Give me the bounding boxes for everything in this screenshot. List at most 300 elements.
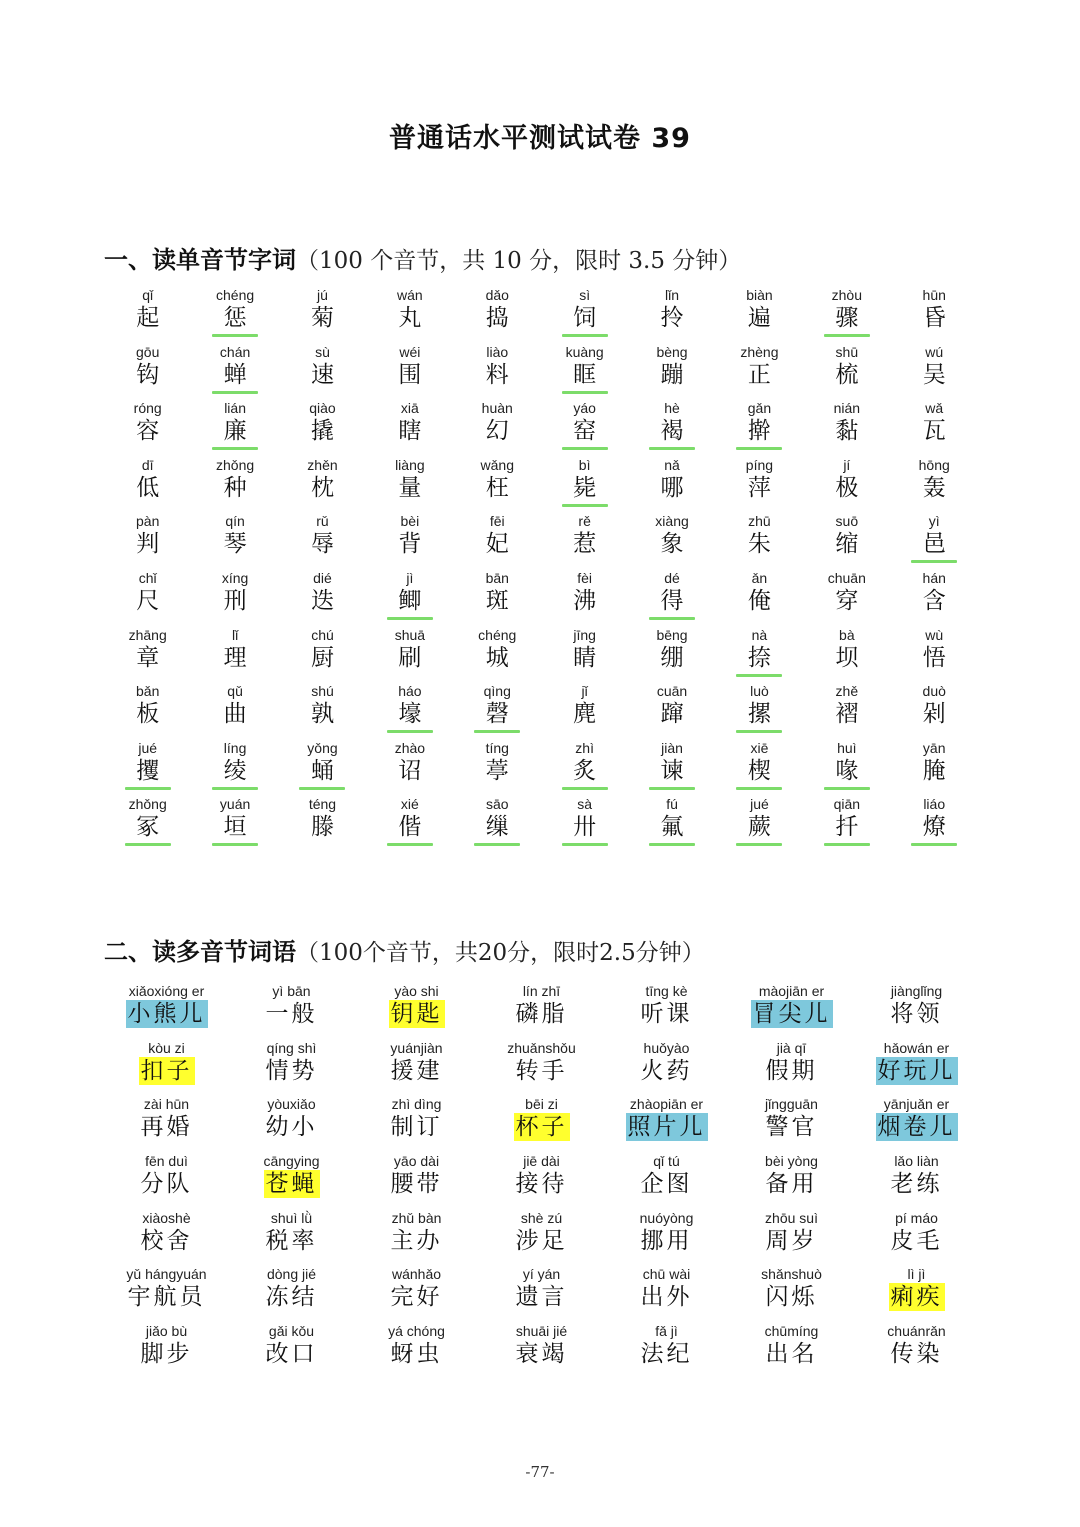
word-cell [229, 982, 354, 1039]
word-cell [229, 1209, 354, 1266]
syllable-cell [716, 512, 803, 569]
pinyin-label: bèi yòng [765, 1153, 818, 1170]
pinyin-label: yuánjiàn [390, 1039, 443, 1056]
hanzi-character: 拎 [660, 305, 684, 331]
hanzi-character: 垣 [223, 814, 247, 841]
hanzi-character: 鲫 [398, 587, 422, 614]
pinyin-label: xié [400, 796, 419, 813]
syllable-cell [716, 286, 803, 343]
syllable-cell [366, 682, 453, 739]
underline-mark [736, 730, 782, 733]
hanzi-character: 轰 [922, 474, 946, 501]
hanzi-word: 周岁 [765, 1227, 818, 1254]
word-cell [479, 1209, 604, 1266]
hanzi-character: 饲 [573, 305, 597, 331]
hanzi-character: 梳 [835, 361, 859, 388]
pinyin-label: huǒyào [643, 1039, 690, 1056]
pinyin-label: wǎng [480, 456, 514, 473]
word-cell [604, 1265, 729, 1322]
pinyin-label: jué [750, 796, 769, 813]
hanzi-word: 再婚 [140, 1114, 193, 1141]
hanzi-character: 麂 [573, 701, 597, 728]
pinyin-label: qìng [483, 683, 511, 700]
hanzi-character: 围 [398, 361, 422, 388]
underline-mark [212, 334, 258, 337]
hanzi-character: 料 [485, 361, 509, 388]
syllable-cell [366, 456, 453, 513]
syllable-cell [104, 626, 191, 683]
syllable-cell [541, 626, 628, 683]
hanzi-character: 睛 [573, 644, 597, 671]
pinyin-label: bèi [400, 513, 420, 530]
pinyin-label: zhōu suì [765, 1209, 818, 1226]
syllable-cell [454, 286, 541, 343]
syllable-cell [191, 399, 278, 456]
syllable-cell [191, 626, 278, 683]
hanzi-character: 孰 [310, 701, 334, 728]
hanzi-character: 谏 [660, 757, 684, 784]
hanzi-character: 扦 [835, 814, 859, 841]
underline-mark [474, 730, 520, 733]
hanzi-character: 琴 [223, 531, 247, 558]
pinyin-label: jīng [573, 626, 596, 643]
hanzi-word: 出名 [765, 1341, 818, 1368]
word-cell [854, 982, 979, 1039]
hanzi-character: 菊 [310, 305, 334, 331]
hanzi-character: 滕 [310, 814, 334, 841]
pinyin-label: shè zú [520, 1209, 563, 1226]
word-cell [104, 1209, 229, 1266]
pinyin-label: chán [219, 343, 251, 360]
syllable-cell [191, 569, 278, 626]
underline-mark [649, 447, 695, 450]
single-syllable-row [104, 569, 978, 626]
hanzi-character: 喙 [835, 757, 859, 784]
pinyin-label: luò [750, 683, 769, 700]
pinyin-label: yān [922, 739, 946, 756]
syllable-cell [716, 795, 803, 852]
syllable-cell [716, 682, 803, 739]
hanzi-word: 法纪 [640, 1341, 693, 1368]
pinyin-label: zài hūn [143, 1096, 190, 1113]
pinyin-label: róng [133, 400, 162, 417]
hanzi-word: 火药 [640, 1057, 693, 1084]
pinyin-label: yāo dài [393, 1153, 440, 1170]
single-syllable-row [104, 399, 978, 456]
pinyin-label: zhì [575, 739, 594, 756]
pinyin-label: lián [224, 400, 246, 417]
pinyin-label: bà [839, 626, 855, 643]
pinyin-label: sāo [485, 796, 509, 813]
underline-mark [824, 787, 870, 790]
hanzi-character: 惩 [223, 305, 247, 331]
word-cell [604, 1095, 729, 1152]
word-cell [354, 1322, 479, 1379]
syllable-cell [628, 456, 715, 513]
syllable-cell [104, 569, 191, 626]
syllable-cell [279, 682, 366, 739]
hanzi-character: 葶 [485, 757, 509, 784]
hanzi-character: 昏 [922, 305, 946, 331]
word-cell [104, 982, 229, 1039]
pinyin-label: bān [485, 569, 509, 586]
word-cell [604, 1322, 729, 1379]
syllable-cell [891, 399, 978, 456]
pinyin-label: fēn duì [145, 1153, 188, 1170]
hanzi-character: 诏 [398, 757, 422, 784]
single-syllable-row [104, 286, 978, 343]
pinyin-label: dé [664, 569, 680, 586]
syllable-cell [716, 343, 803, 400]
hanzi-word: 小熊儿 [127, 1001, 206, 1027]
hanzi-character: 钩 [136, 361, 160, 388]
hanzi-word: 企图 [640, 1171, 693, 1198]
hanzi-character: 丸 [398, 305, 422, 331]
pinyin-label: bēng [656, 626, 688, 643]
pinyin-label: xíng [221, 569, 249, 586]
multi-syllable-grid [104, 982, 979, 1379]
pinyin-label: sù [315, 343, 330, 360]
hanzi-word: 转手 [515, 1057, 568, 1084]
hanzi-character: 蛹 [310, 757, 334, 784]
syllable-cell [541, 399, 628, 456]
syllable-cell [541, 343, 628, 400]
hanzi-character: 萍 [747, 474, 771, 501]
syllable-cell [803, 569, 890, 626]
hanzi-character: 绫 [223, 757, 247, 784]
hanzi-word: 痢疾 [890, 1284, 943, 1311]
pinyin-label: nǎ [664, 456, 680, 473]
pinyin-label: zhòu [831, 287, 862, 303]
pinyin-label: shuì lǜ [270, 1209, 313, 1226]
pinyin-label: zhì dìng [391, 1096, 442, 1113]
syllable-cell [803, 343, 890, 400]
hanzi-character: 撬 [310, 418, 334, 445]
syllable-cell [191, 739, 278, 796]
word-cell [354, 982, 479, 1039]
hanzi-character: 捣 [485, 305, 509, 331]
pinyin-label: nuóyòng [639, 1209, 694, 1226]
underline-mark [299, 787, 345, 790]
hanzi-word: 警官 [765, 1114, 818, 1141]
hanzi-character: 量 [398, 474, 422, 501]
underline-mark [212, 843, 258, 846]
hanzi-word: 杯子 [515, 1114, 568, 1141]
word-cell [229, 1322, 354, 1379]
pinyin-label: pí máo [895, 1209, 938, 1226]
pinyin-label: tíng [485, 739, 509, 756]
underline-mark [911, 560, 957, 563]
hanzi-character: 瓦 [922, 418, 946, 445]
hanzi-character: 褶 [835, 701, 859, 728]
pinyin-label: biàn [746, 287, 773, 303]
pinyin-label: cāngying [263, 1153, 320, 1170]
hanzi-character: 迭 [310, 587, 334, 614]
pinyin-label: lǐ [231, 626, 239, 643]
word-cell [729, 1322, 854, 1379]
single-syllable-row [104, 456, 978, 513]
single-syllable-grid [104, 286, 978, 852]
pinyin-label: yòuxiǎo [267, 1096, 316, 1113]
hanzi-character: 刷 [398, 644, 422, 671]
word-cell [354, 1095, 479, 1152]
syllable-cell [803, 286, 890, 343]
syllable-cell [891, 512, 978, 569]
pinyin-label: bì [578, 456, 591, 473]
pinyin-label: dī [141, 456, 154, 473]
hanzi-word: 皮毛 [890, 1227, 943, 1254]
syllable-cell [454, 569, 541, 626]
pinyin-label: pàn [136, 513, 160, 530]
hanzi-word: 脚步 [140, 1341, 193, 1368]
syllable-cell [803, 739, 890, 796]
hanzi-word: 磷脂 [515, 1001, 568, 1027]
syllable-cell [454, 512, 541, 569]
pinyin-label: wán [397, 287, 423, 303]
pinyin-label: gǎn [747, 400, 772, 417]
pinyin-label: duò [922, 683, 946, 700]
hanzi-character: 刑 [223, 587, 247, 614]
syllable-cell [104, 456, 191, 513]
syllable-cell [891, 286, 978, 343]
hanzi-character: 妃 [485, 531, 509, 558]
syllable-cell [891, 795, 978, 852]
pinyin-label: zhàopiān er [629, 1096, 704, 1113]
hanzi-word: 蚜虫 [390, 1341, 443, 1368]
syllable-cell [104, 512, 191, 569]
syllable-cell [366, 569, 453, 626]
pinyin-label: jiànglǐng [890, 983, 943, 999]
hanzi-character: 得 [660, 587, 684, 614]
hanzi-character: 腌 [922, 757, 946, 784]
hanzi-character: 蕨 [747, 814, 771, 841]
pinyin-label: huàn [481, 400, 513, 417]
hanzi-word: 情势 [265, 1057, 318, 1084]
syllable-cell [628, 399, 715, 456]
single-syllable-row [104, 739, 978, 796]
pinyin-label: chéng [478, 626, 517, 643]
multi-syllable-row [104, 1095, 979, 1152]
pinyin-label: liàng [395, 456, 425, 473]
hanzi-character: 厨 [310, 644, 334, 671]
multi-syllable-row [104, 1265, 979, 1322]
pinyin-label: fēi [489, 513, 505, 530]
hanzi-word: 一般 [265, 1001, 318, 1027]
syllable-cell [541, 286, 628, 343]
hanzi-word: 照片儿 [627, 1114, 706, 1141]
word-cell [854, 1265, 979, 1322]
pinyin-label: qiān [833, 796, 861, 813]
pinyin-label: bèng [656, 343, 688, 360]
hanzi-character: 悟 [922, 644, 946, 671]
pinyin-label: sà [577, 796, 593, 813]
hanzi-character: 城 [485, 644, 509, 671]
hanzi-character: 理 [223, 644, 247, 671]
word-cell [229, 1152, 354, 1209]
hanzi-word: 接待 [515, 1171, 568, 1198]
word-cell [104, 1265, 229, 1322]
hanzi-character: 极 [835, 474, 859, 501]
underline-mark [562, 447, 608, 450]
syllable-cell [104, 795, 191, 852]
syllable-cell [541, 512, 628, 569]
hanzi-character: 黏 [835, 418, 859, 445]
pinyin-label: chú [311, 626, 334, 643]
hanzi-word: 制订 [390, 1114, 443, 1141]
word-cell [729, 1152, 854, 1209]
hanzi-character: 窑 [573, 418, 597, 445]
pinyin-label: xiē [750, 739, 769, 756]
pinyin-label: lǐn [665, 287, 680, 303]
word-cell [104, 1152, 229, 1209]
syllable-cell [628, 569, 715, 626]
word-cell [104, 1322, 229, 1379]
syllable-cell [279, 399, 366, 456]
pinyin-label: dié [313, 569, 332, 586]
pinyin-label: lǎo liàn [894, 1153, 939, 1170]
single-syllable-row [104, 626, 978, 683]
syllable-cell [279, 795, 366, 852]
hanzi-word: 冻结 [265, 1284, 318, 1311]
word-cell [479, 1152, 604, 1209]
syllable-cell [541, 682, 628, 739]
hanzi-character: 象 [660, 531, 684, 558]
single-syllable-row [104, 343, 978, 400]
hanzi-word: 分队 [140, 1171, 193, 1198]
pinyin-label: yì bān [272, 983, 311, 999]
word-cell [479, 1265, 604, 1322]
hanzi-character: 判 [136, 531, 160, 558]
hanzi-word: 援建 [390, 1057, 443, 1084]
pinyin-label: zhào [394, 739, 426, 756]
syllable-cell [628, 682, 715, 739]
hanzi-character: 摞 [747, 701, 771, 728]
pinyin-label: yào shi [394, 983, 439, 999]
hanzi-character: 磬 [485, 701, 509, 728]
hanzi-word: 烟卷儿 [877, 1114, 956, 1141]
hanzi-character: 含 [922, 587, 946, 614]
pinyin-label: yānjuǎn er [883, 1096, 950, 1113]
hanzi-character: 吴 [922, 361, 946, 388]
syllable-cell [628, 626, 715, 683]
pinyin-label: jiǎo bù [145, 1323, 188, 1340]
pinyin-label: qíng shì [266, 1039, 317, 1056]
hanzi-character: 章 [136, 644, 160, 671]
pinyin-label: yá chóng [388, 1323, 445, 1340]
syllable-cell [279, 286, 366, 343]
word-cell [854, 1322, 979, 1379]
syllable-cell [279, 512, 366, 569]
pinyin-label: shuāi jié [515, 1323, 568, 1340]
pinyin-label: sì [579, 287, 591, 303]
pinyin-label: yuán [219, 796, 251, 813]
syllable-cell [716, 739, 803, 796]
syllable-cell [803, 795, 890, 852]
pinyin-label: lì jì [907, 1266, 926, 1283]
hanzi-character: 坝 [835, 644, 859, 671]
syllable-cell [191, 795, 278, 852]
syllable-cell [891, 456, 978, 513]
word-cell [479, 1095, 604, 1152]
hanzi-character: 背 [398, 531, 422, 558]
hanzi-word: 宇航员 [127, 1284, 206, 1311]
pinyin-label: yǒng [307, 739, 338, 756]
hanzi-word: 主办 [390, 1227, 443, 1254]
pinyin-label: zhèng [740, 343, 779, 360]
pinyin-label: yí yán [522, 1266, 561, 1283]
hanzi-character: 蹿 [660, 701, 684, 728]
hanzi-word: 将领 [890, 1001, 943, 1027]
pinyin-label: shū [835, 343, 859, 360]
pinyin-label: qǔ [227, 683, 243, 700]
word-cell [729, 1095, 854, 1152]
hanzi-character: 辱 [310, 531, 334, 558]
multi-syllable-row [104, 1322, 979, 1379]
section2-heading-note: （100个音节，共20分，限时2.5分钟） [296, 940, 705, 966]
hanzi-character: 眶 [573, 361, 597, 388]
hanzi-word: 出外 [640, 1284, 693, 1311]
word-cell [604, 1209, 729, 1266]
hanzi-character: 蝉 [223, 361, 247, 388]
hanzi-character: 炙 [573, 757, 597, 784]
hanzi-character: 冢 [136, 814, 160, 841]
pinyin-label: fǎ jì [655, 1323, 678, 1340]
pinyin-label: kuàng [565, 343, 604, 360]
hanzi-character: 氟 [660, 814, 684, 841]
underline-mark [649, 843, 695, 846]
syllable-cell [279, 626, 366, 683]
syllable-cell [628, 286, 715, 343]
hanzi-character: 偕 [398, 814, 422, 841]
multi-syllable-row [104, 1039, 979, 1096]
underline-mark [562, 504, 608, 507]
hanzi-word: 苍蝇 [265, 1171, 318, 1198]
pinyin-label: gōu [136, 343, 160, 360]
syllable-cell [803, 682, 890, 739]
syllable-cell [279, 343, 366, 400]
underline-mark [562, 334, 608, 337]
syllable-cell [366, 795, 453, 852]
underline-mark [649, 787, 695, 790]
pinyin-label: háo [398, 683, 422, 700]
pinyin-label: shǎnshuò [761, 1266, 822, 1283]
underline-mark [474, 843, 520, 846]
hanzi-character: 燎 [922, 814, 946, 841]
pinyin-label: hè [664, 400, 680, 417]
hanzi-character: 缫 [485, 814, 509, 841]
syllable-cell [366, 343, 453, 400]
hanzi-character: 壕 [398, 701, 422, 728]
pinyin-label: lín zhī [522, 983, 561, 999]
pinyin-label: bǎn [136, 683, 160, 700]
syllable-cell [541, 739, 628, 796]
pinyin-label: fú [666, 796, 678, 813]
pinyin-label: shuā [394, 626, 426, 643]
syllable-cell [279, 739, 366, 796]
pinyin-label: hǎowán er [883, 1039, 950, 1056]
syllable-cell [366, 512, 453, 569]
hanzi-character: 瞎 [398, 418, 422, 445]
hanzi-character: 邑 [922, 531, 946, 558]
pinyin-label: wù [925, 626, 944, 643]
page-number: -77- [525, 1463, 555, 1481]
syllable-cell [191, 512, 278, 569]
underline-mark [562, 787, 608, 790]
underline-mark [125, 787, 171, 790]
pinyin-label: zhěn [307, 456, 338, 473]
hanzi-word: 老练 [890, 1171, 943, 1198]
word-cell [104, 1039, 229, 1096]
